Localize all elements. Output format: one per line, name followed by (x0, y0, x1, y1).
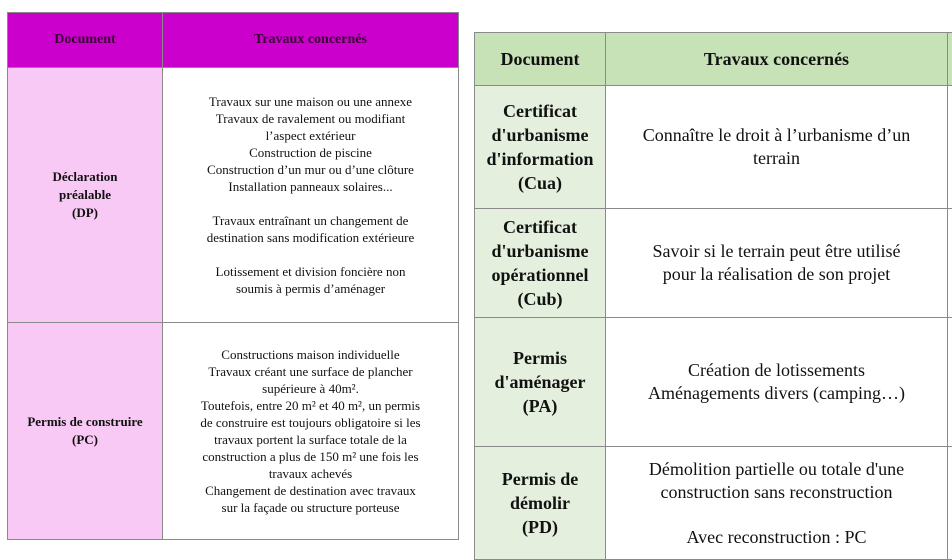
table-row (8, 68, 459, 323)
works-line: supérieure à 40m². (169, 380, 452, 397)
document-line: d'urbanisme (475, 239, 605, 263)
works-line: l’aspect extérieur (169, 127, 452, 144)
table-row (475, 209, 952, 318)
works-line: Constructions maison individuelle (169, 346, 452, 363)
works-cell (606, 318, 948, 447)
works-line: travaux achevés (169, 465, 452, 482)
document-line: (PC) (8, 431, 162, 449)
works-line: Construction de piscine (169, 144, 452, 161)
document-line: (DP) (8, 204, 162, 222)
works-line: terrain (616, 147, 937, 170)
left-header-document: Document (8, 13, 163, 68)
left-table (7, 12, 459, 540)
document-line: (PA) (475, 394, 605, 418)
works-cell (163, 68, 459, 323)
works-line: soumis à permis d’aménager (169, 280, 452, 297)
document-line: (Cua) (475, 171, 605, 195)
right-table-header-row (475, 33, 952, 86)
document-line: Permis de (475, 467, 605, 491)
works-line: Toutefois, entre 20 m² et 40 m², un permis (169, 397, 452, 414)
works-cell (606, 209, 948, 318)
works-line: sur la façade ou structure porteuse (169, 499, 452, 516)
works-line: Installation panneaux solaires... (169, 178, 452, 195)
works-line: Travaux sur une maison ou une annexe (169, 93, 452, 110)
works-line: de construire est toujours obligatoire si les (169, 414, 452, 431)
document-line: Certificat (475, 215, 605, 239)
document-line: Déclaration (8, 168, 162, 186)
document-line: d'urbanisme (475, 123, 605, 147)
clipped-column-edge (948, 447, 952, 560)
works-line: Travaux entraînant un changement de (169, 212, 452, 229)
document-cell (8, 68, 163, 323)
works-line: Aménagements divers (camping…) (616, 382, 937, 405)
document-line: opérationnel (475, 263, 605, 287)
works-line: construction sans reconstruction (616, 481, 937, 504)
document-cell (475, 447, 606, 560)
left-table-header-row (8, 13, 459, 68)
right-header-document: Document (475, 33, 606, 86)
document-line: préalable (8, 186, 162, 204)
works-line: Connaître le droit à l’urbanisme d’un (616, 124, 937, 147)
clipped-column-edge (948, 33, 952, 86)
clipped-column-edge (948, 86, 952, 209)
works-line: pour la réalisation de son projet (616, 263, 937, 286)
document-line: Permis (475, 346, 605, 370)
document-line: (PD) (475, 515, 605, 539)
document-cell (8, 323, 163, 540)
works-line: Démolition partielle ou totale d'une (616, 458, 937, 481)
works-cell (163, 323, 459, 540)
works-line: Changement de destination avec travaux (169, 482, 452, 499)
document-cell (475, 318, 606, 447)
document-line: Certificat (475, 99, 605, 123)
table-row (475, 86, 952, 209)
works-line: Travaux créant une surface de plancher (169, 363, 452, 380)
works-line: Construction d’un mur ou d’une clôture (169, 161, 452, 178)
clipped-column-edge (948, 209, 952, 318)
works-cell (606, 86, 948, 209)
works-cell (606, 447, 948, 560)
works-line: destination sans modification extérieure (169, 229, 452, 246)
works-line: travaux portent la surface totale de la (169, 431, 452, 448)
works-line: Création de lotissements (616, 359, 937, 382)
right-header-works: Travaux concernés (606, 33, 948, 86)
table-row (475, 318, 952, 447)
document-cell (475, 86, 606, 209)
document-cell (475, 209, 606, 318)
document-line: Permis de construire (8, 413, 162, 431)
right-table (474, 32, 952, 560)
table-row (8, 323, 459, 540)
document-line: démolir (475, 491, 605, 515)
clipped-column-edge (948, 318, 952, 447)
document-line: d'aménager (475, 370, 605, 394)
works-line: Savoir si le terrain peut être utilisé (616, 240, 937, 263)
document-line: d'information (475, 147, 605, 171)
table-row (475, 447, 952, 560)
works-line: construction a plus de 150 m² une fois les (169, 448, 452, 465)
left-header-works: Travaux concernés (163, 13, 459, 68)
document-line: (Cub) (475, 287, 605, 311)
works-line: Travaux de ravalement ou modifiant (169, 110, 452, 127)
works-line: Lotissement et division foncière non (169, 263, 452, 280)
works-line: Avec reconstruction : PC (616, 526, 937, 549)
